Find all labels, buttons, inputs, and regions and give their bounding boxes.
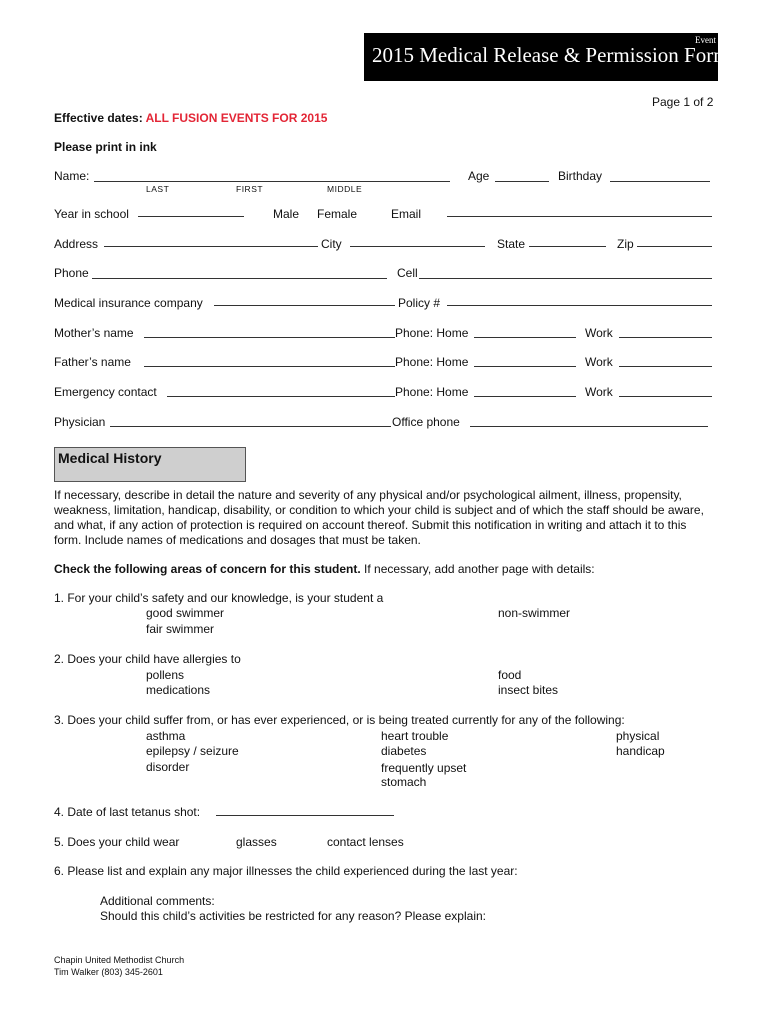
- emergency-work-line[interactable]: [619, 396, 712, 397]
- father-label: Father’s name: [54, 355, 131, 369]
- event-label: Event: [695, 35, 716, 45]
- q2-insect-bites[interactable]: insect bites: [498, 683, 559, 697]
- cell-input-line[interactable]: [419, 278, 712, 279]
- phone-label: Phone: [54, 266, 89, 280]
- office-phone-input-line[interactable]: [470, 426, 708, 427]
- mother-work-line[interactable]: [619, 337, 712, 338]
- insurance-input-line[interactable]: [214, 305, 395, 306]
- office-phone-label: Office phone: [392, 415, 460, 429]
- emergency-work-label: Work: [585, 385, 613, 399]
- q1-good-swimmer[interactable]: good swimmer: [146, 606, 225, 620]
- age-label: Age: [468, 169, 490, 183]
- year-in-school-label: Year in school: [54, 207, 129, 221]
- emergency-phone-home-line[interactable]: [474, 396, 576, 397]
- year-in-school-input-line[interactable]: [138, 216, 244, 217]
- policy-label: Policy #: [398, 296, 441, 310]
- check-instruction-rest: If necessary, add another page with details:: [360, 562, 595, 576]
- address-label: Address: [54, 237, 99, 251]
- medical-history-heading-box: [54, 447, 246, 482]
- q1-text: 1. For your child’s safety and our knowledge, is your student a: [54, 591, 384, 605]
- cell-label: Cell: [397, 266, 418, 280]
- q5-glasses[interactable]: glasses: [236, 835, 277, 849]
- city-label: City: [321, 237, 342, 251]
- q2-medications[interactable]: medications: [146, 683, 211, 697]
- check-instruction: [54, 562, 595, 576]
- name-input-line[interactable]: [94, 181, 450, 182]
- q3-heart-trouble[interactable]: heart trouble: [381, 729, 449, 743]
- mother-input-line[interactable]: [144, 337, 395, 338]
- name-label: Name:: [54, 169, 90, 183]
- q5-text: 5. Does your child wear: [54, 835, 180, 849]
- father-work-line[interactable]: [619, 366, 712, 367]
- q4-text: 4. Date of last tetanus shot:: [54, 805, 201, 819]
- city-input-line[interactable]: [350, 246, 485, 247]
- birthday-label: Birthday: [558, 169, 603, 183]
- q6-text: 6. Please list and explain any major illnesses the child experienced during the last year:: [54, 864, 518, 878]
- restricted-question: Should this child’s activities be restricted for any reason? Please explain:: [100, 909, 486, 923]
- first-caption: FIRST: [236, 184, 264, 194]
- q3-diabetes[interactable]: diabetes: [381, 744, 427, 758]
- effective-dates: [54, 111, 327, 125]
- medical-intro: If necessary, describe in detail the nature and severity of any physical and/or psychological ailment, illness, propensity, weakness, limitation, handicap, disability, or condition to which your child is subject and of which the staff should be aware, and what, if any action of protection is required on account thereof. Submit this notification in writing and attach it to this form. Include names of medications and dosages that must be taken.: [54, 488, 704, 547]
- mother-label: Mother’s name: [54, 326, 134, 340]
- print-note: Please print in ink: [54, 140, 157, 154]
- q2-food[interactable]: food: [498, 668, 522, 682]
- last-caption: LAST: [146, 184, 170, 194]
- father-work-label: Work: [585, 355, 613, 369]
- physician-label: Physician: [54, 415, 106, 429]
- q2-text: 2. Does your child have allergies to: [54, 652, 241, 666]
- header-bar: [364, 33, 730, 81]
- emergency-phone-home-label: Phone: Home: [395, 385, 469, 399]
- footer-contact: Tim Walker (803) 345-2601: [54, 967, 163, 977]
- mother-phone-home-line[interactable]: [474, 337, 576, 338]
- q2-pollens[interactable]: pollens: [146, 668, 185, 682]
- father-input-line[interactable]: [144, 366, 395, 367]
- father-phone-home-label: Phone: Home: [395, 355, 469, 369]
- footer-org: Chapin United Methodist Church: [54, 955, 185, 965]
- check-instruction-bold: Check the following areas of concern for this student.: [54, 562, 361, 576]
- emergency-label: Emergency contact: [54, 385, 157, 399]
- physician-input-line[interactable]: [110, 426, 391, 427]
- policy-input-line[interactable]: [447, 305, 712, 306]
- phone-input-line[interactable]: [92, 278, 387, 279]
- q1-fair-swimmer[interactable]: fair swimmer: [146, 622, 214, 636]
- q3-epilepsy[interactable]: epilepsy / seizure: [146, 744, 239, 758]
- q3-asthma[interactable]: asthma: [146, 729, 186, 743]
- insurance-label: Medical insurance company: [54, 296, 203, 310]
- address-input-line[interactable]: [104, 246, 318, 247]
- father-phone-home-line[interactable]: [474, 366, 576, 367]
- state-label: State: [497, 237, 526, 251]
- state-input-line[interactable]: [529, 246, 606, 247]
- q3-text: 3. Does your child suffer from, or has ever experienced, or is being treated currently for any of the following:: [54, 713, 625, 727]
- middle-caption: MIDDLE: [327, 184, 363, 194]
- q3-disorder: disorder: [146, 760, 190, 774]
- additional-comments-label: Additional comments:: [100, 894, 215, 908]
- age-input-line[interactable]: [495, 181, 549, 182]
- q5-contact-lenses[interactable]: contact lenses: [327, 835, 404, 849]
- form-title: 2015 Medical Release & Permission Form: [372, 43, 730, 67]
- q3-stomach: stomach: [381, 775, 427, 789]
- emergency-input-line[interactable]: [167, 396, 395, 397]
- email-label: Email: [391, 207, 422, 221]
- mother-phone-home-label: Phone: Home: [395, 326, 469, 340]
- page-number: Page 1 of 2: [652, 95, 714, 109]
- q3-physical[interactable]: physical: [616, 729, 660, 743]
- zip-input-line[interactable]: [637, 246, 712, 247]
- zip-label: Zip: [617, 237, 634, 251]
- effective-label: Effective dates:: [54, 111, 146, 125]
- effective-value: ALL FUSION EVENTS FOR 2015: [145, 111, 328, 125]
- q1-non-swimmer[interactable]: non-swimmer: [498, 606, 571, 620]
- medical-history-heading: Medical History: [58, 450, 162, 466]
- mother-work-label: Work: [585, 326, 613, 340]
- q3-handicap: handicap: [616, 744, 665, 758]
- birthday-input-line[interactable]: [610, 181, 710, 182]
- female-option[interactable]: Female: [317, 207, 358, 221]
- tetanus-date-input-line[interactable]: [216, 815, 394, 816]
- q3-frequently-upset[interactable]: frequently upset: [381, 761, 467, 775]
- male-option[interactable]: Male: [273, 207, 300, 221]
- email-input-line[interactable]: [447, 216, 712, 217]
